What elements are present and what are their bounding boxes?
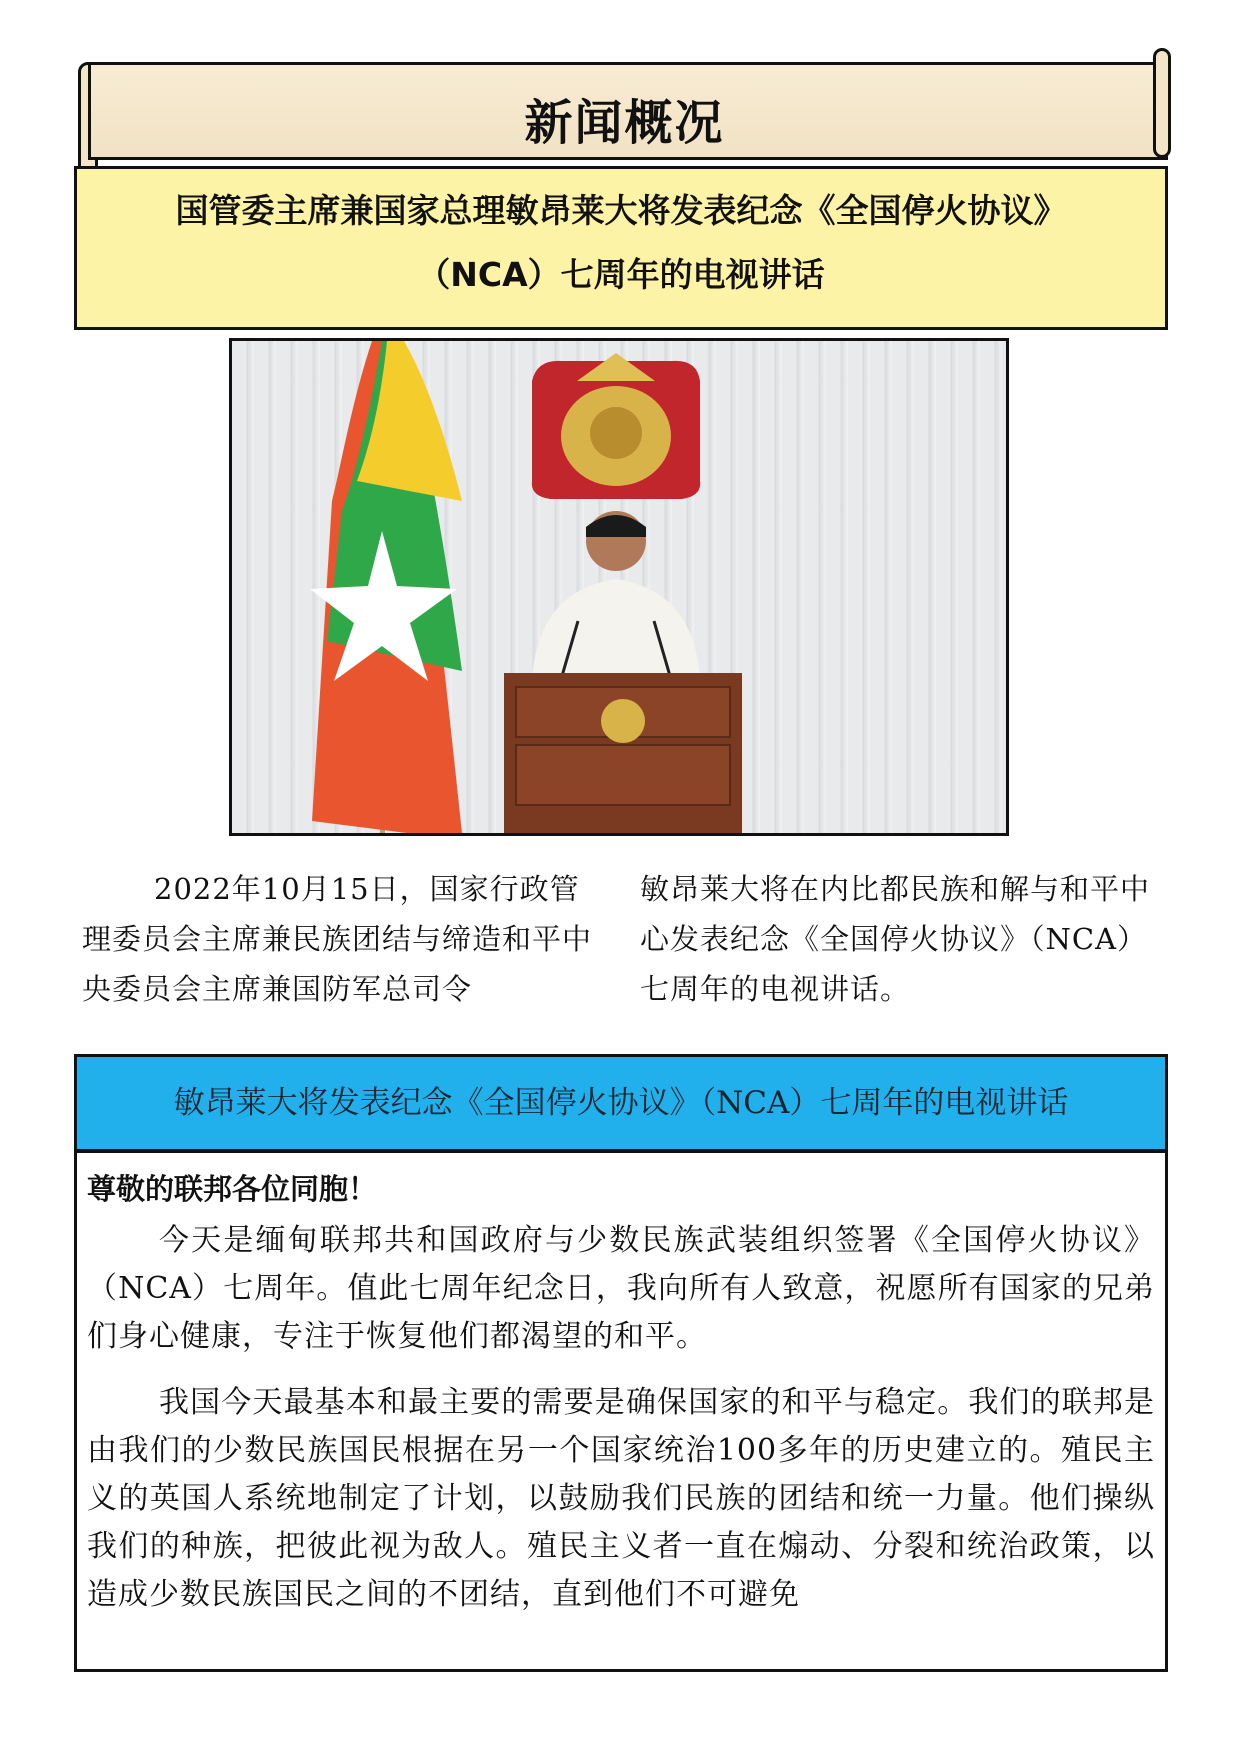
intro-left-column: 2022年10月15日，国家行政管理委员会主席兼民族团结与缔造和平中央委员会主席兼国防军总司令	[82, 872, 593, 1006]
section-header: 敏昂莱大将发表纪念《全国停火协议》（NCA）七周年的电视讲话	[74, 1054, 1168, 1152]
headline-line-2: （NCA）七周年的电视讲话	[417, 255, 825, 294]
speech-photo	[229, 338, 1009, 836]
headline-line-1: 国管委主席兼国家总理敏昂莱大将发表纪念《全国停火协议》	[175, 191, 1067, 230]
paragraph: 今天是缅甸联邦共和国政府与少数民族武装组织签署《全国停火协议》（NCA）七周年。值此七周年纪念日，我向所有人致意，祝愿所有国家的兄弟们身心健康，专注于恢复他们都渴望的和平。	[87, 1223, 1155, 1354]
banner-scroll	[78, 62, 1171, 164]
paragraph: 我国今天最基本和最主要的需要是确保国家的和平与稳定。我们的联邦是由我们的少数民族国民根据在另一个国家统治100多年的历史建立的。殖民主义的英国人系统地制定了计划，以鼓励我们民族的团结和统一力量。他们操纵我们的种族，把彼此视为敌人。殖民主义者一直在煽动、分裂和统治政策，以造成少数民族国民之间的不团结，直到他们不可避免	[87, 1385, 1155, 1612]
salutation: 尊敬的联邦各位同胞！	[87, 1172, 378, 1206]
speech-text-box	[74, 1150, 1168, 1672]
banner-title: 新闻概况	[524, 95, 725, 151]
intro-right-column: 敏昂莱大将在内比都民族和解与和平中心发表纪念《全国停火协议》（NCA）七周年的电视讲话。	[640, 872, 1151, 1006]
headline-box	[74, 166, 1168, 330]
speech-photo-icon	[232, 341, 1006, 833]
